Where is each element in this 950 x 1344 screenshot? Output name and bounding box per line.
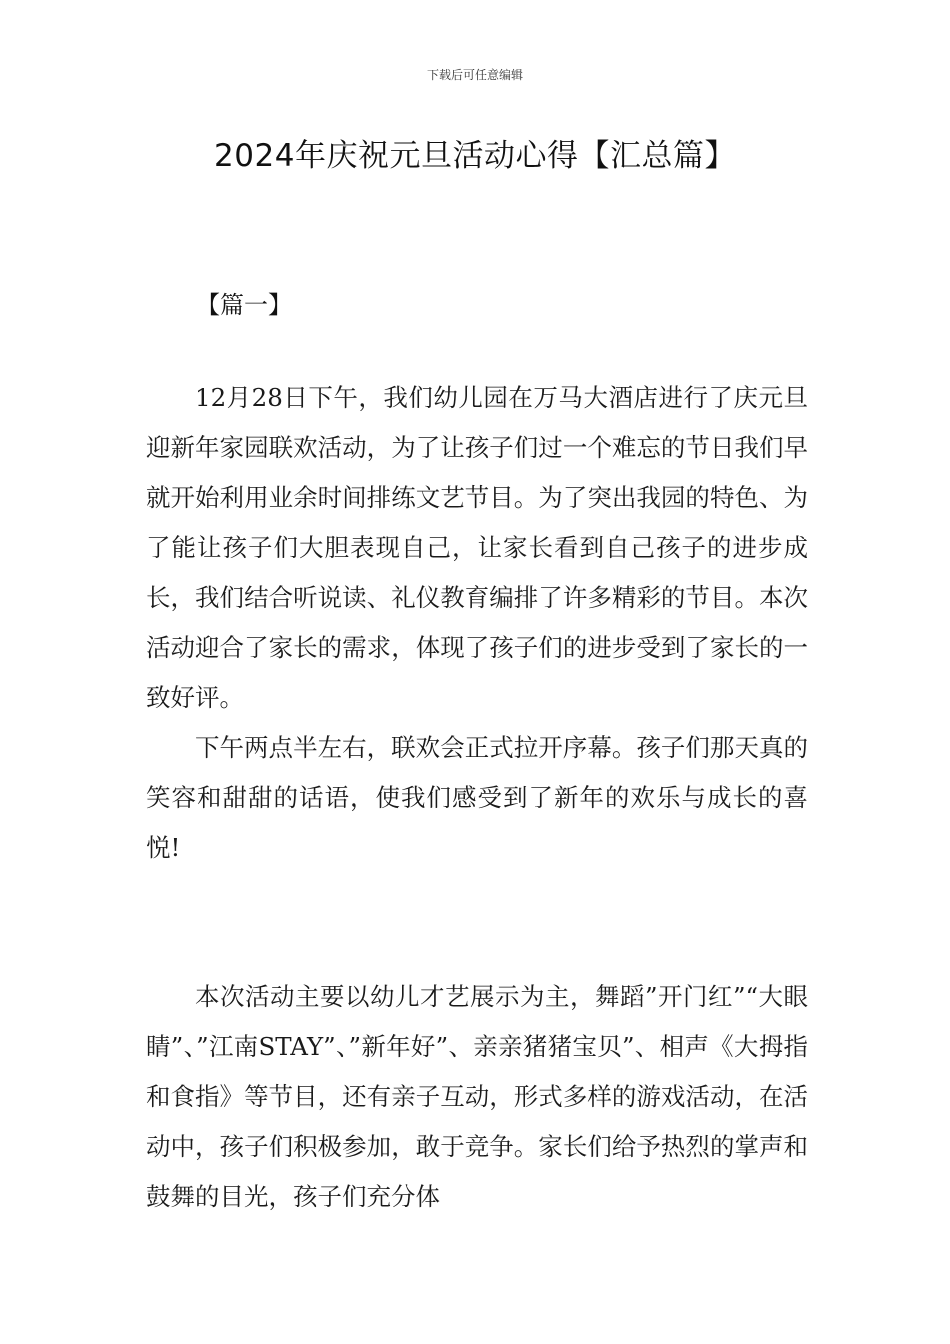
section-label: 【篇一】 [196, 291, 292, 319]
document-title: 2024年庆祝元旦活动心得【汇总篇】 [214, 138, 736, 174]
body-paragraph: 12月28日下午，我们幼儿园在万马大酒店进行了庆元旦迎新年家园联欢活动，为了让孩子们过一个难忘的节日我们早就开始利用业余时间排练文艺节目。为了突出我园的特色、为了能让孩子们大胆表现自己，让家长看到自己孩子的进步成长，我们结合听说读、礼仪教育编排了许多精彩的节目。本次活动迎合了家长的需求，体现了孩子们的进步受到了家长的一致好评。 [146, 383, 808, 712]
body-paragraph: 下午两点半左右，联欢会正式拉开序幕。孩子们那天真的笑容和甜甜的话语，使我们感受到了新年的欢乐与成长的喜悦! [146, 733, 808, 862]
header-note: 下载后可任意编辑 [426, 68, 523, 82]
body-paragraph: 本次活动主要以幼儿才艺展示为主，舞蹈”开门红”“大眼睛”、”江南STAY”、”新年好”、亲亲猪猪宝贝”、相声《大拇指和食指》等节目，还有亲子互动，形式多样的游戏活动，在活动中，孩子们积极参加，敢于竞争。家长们给予热烈的掌声和鼓舞的目光，孩子们充分体 [146, 982, 808, 1211]
